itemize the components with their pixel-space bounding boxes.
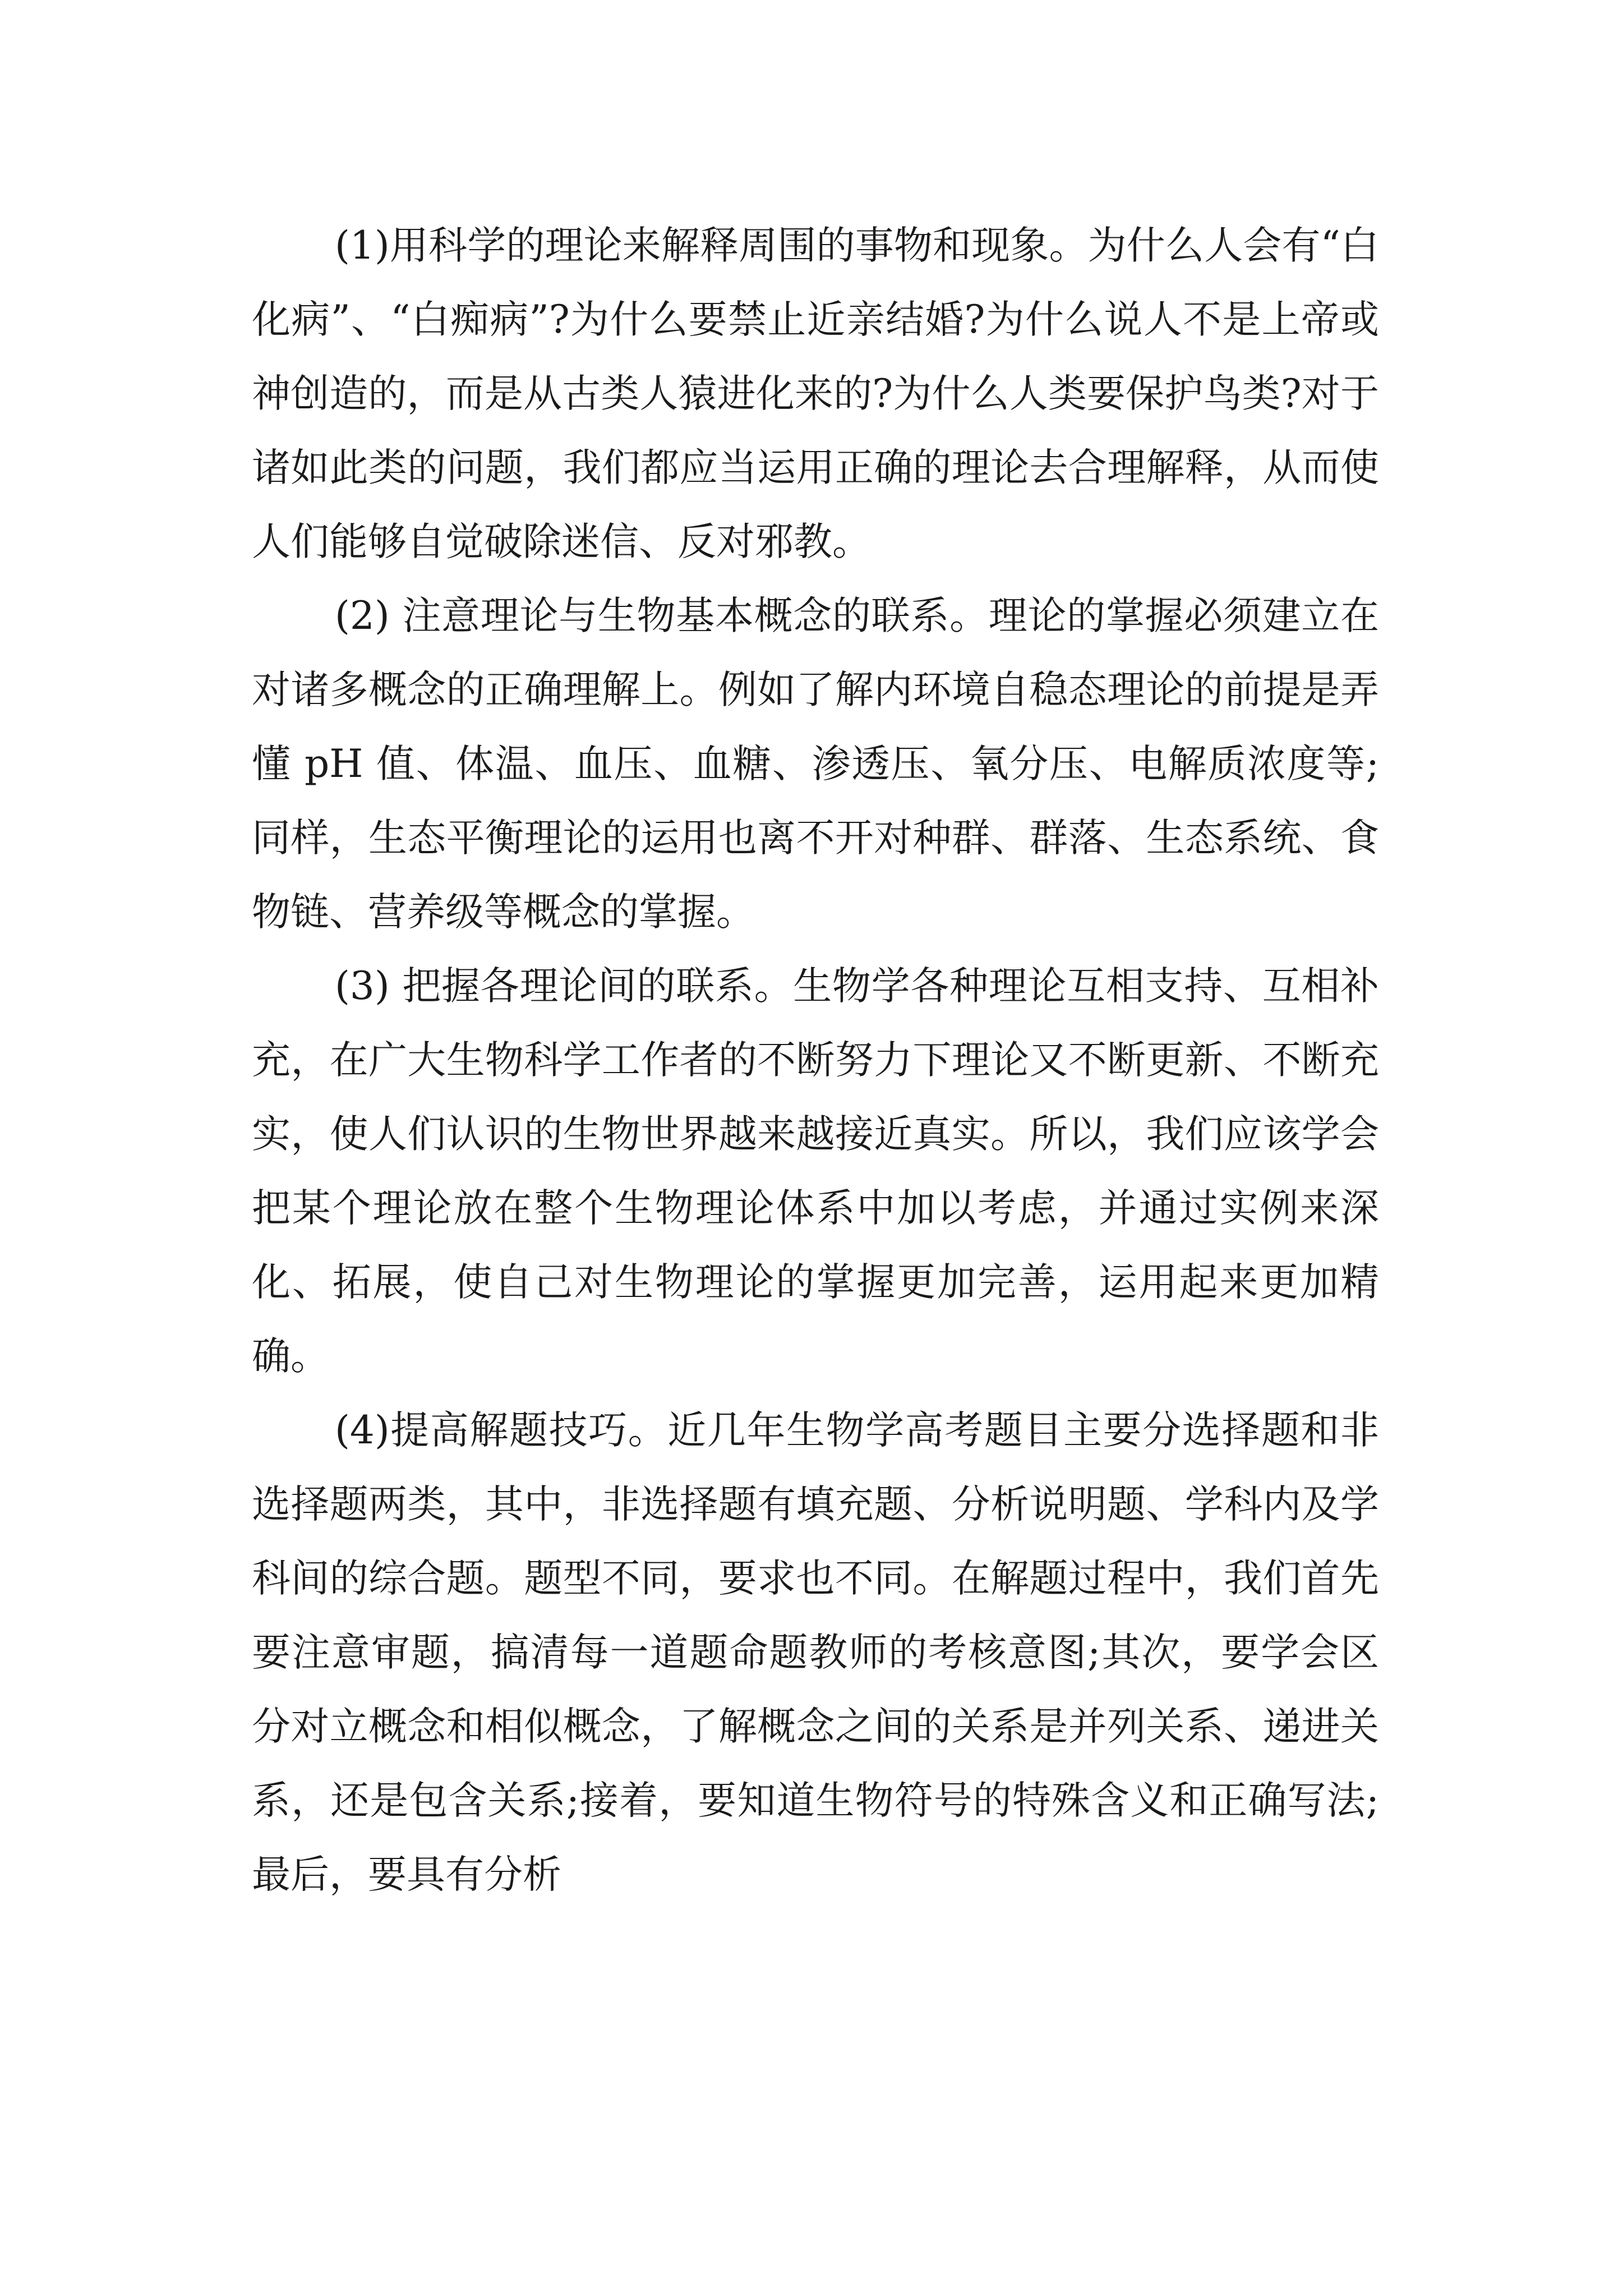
paragraph-4: (4)提高解题技巧。近几年生物学高考题目主要分选择题和非选择题两类，其中，非选择题有填充题、分析说明题、学科内及学科间的综合题。题型不同，要求也不同。在解题过程中，我们首先要注意审题，搞清每一道题命题教师的考核意图;其次，要学会区分对立概念和相似概念，了解概念之间的关系是并列关系、递进关系，还是包含关系;接着，要知道生物符号的特殊含义和正确写法;最后，要具有分析 [252,1408,1379,1897]
paragraph-3: (3) 把握各理论间的联系。生物学各种理论互相支持、互相补充，在广大生物科学工作者的不断努力下理论又不断更新、不断充实，使人们认识的生物世界越来越接近真实。所以，我们应该学会把某个理论放在整个生物理论体系中加以考虑，并通过实例来深化、拓展，使自己对生物理论的掌握更加完善，运用起来更加精确。 [252,964,1379,1379]
paragraph-2: (2) 注意理论与生物基本概念的联系。理论的掌握必须建立在对诸多概念的正确理解上。例如了解内环境自稳态理论的前提是弄懂 pH 值、体温、血压、血糖、渗透压、氧分压、电解质浓度等;同样，生态平衡理论的运用也离不开对种群、群落、生态系统、食物链、营养级等概念的掌握。 [252,593,1379,935]
paragraph-1: (1)用科学的理论来解释周围的事物和现象。为什么人会有“白化病”、“白痴病”?为什么要禁止近亲结婚?为什么说人不是上帝或神创造的，而是从古类人猿进化来的?为什么人类要保护鸟类?对于诸如此类的问题，我们都应当运用正确的理论去合理解释，从而使人们能够自觉破除迷信、反对邪教。 [252,223,1379,564]
document-body [252,209,1379,1912]
